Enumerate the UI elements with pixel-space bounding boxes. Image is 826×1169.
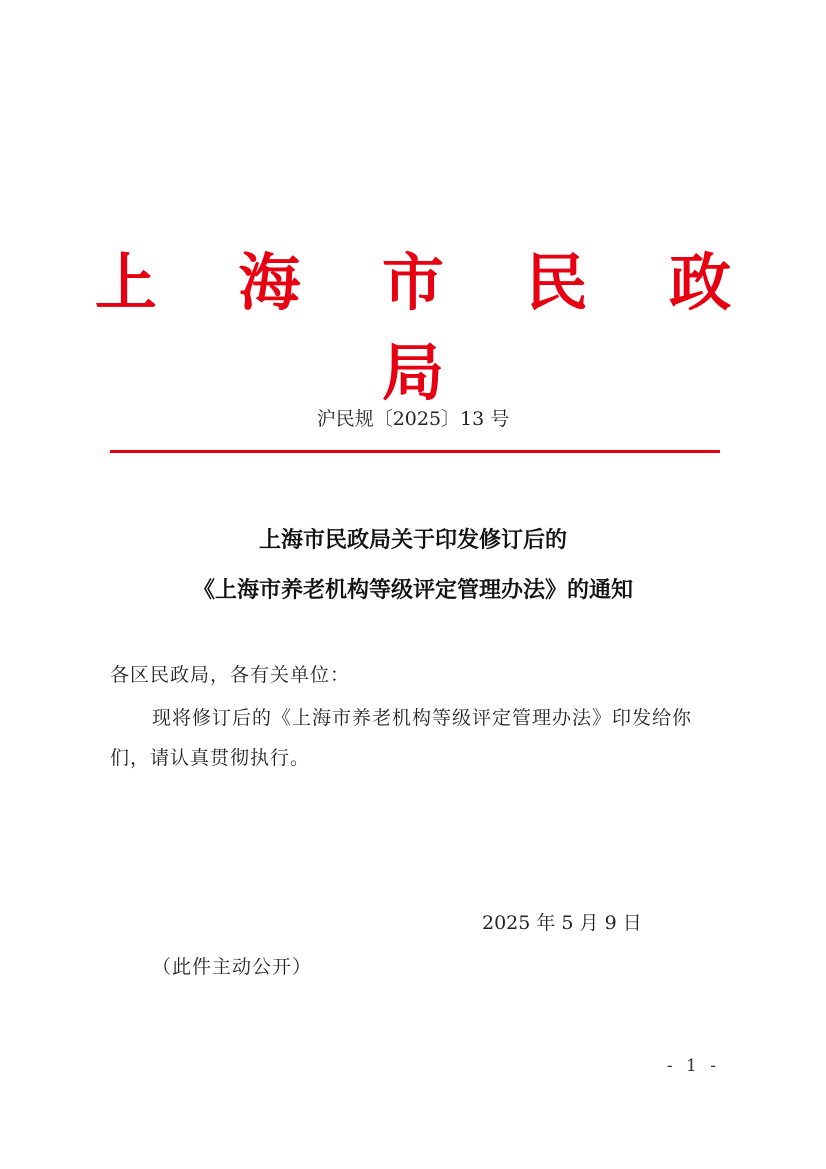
salutation: 各区民政局，各有关单位： xyxy=(110,664,351,686)
body-paragraph-line-1: 现将修订后的《上海市养老机构等级评定管理办法》印发给你 xyxy=(152,707,693,729)
red-divider-line xyxy=(110,450,720,453)
document-title-line-1: 上海市民政局关于印发修订后的 xyxy=(258,528,567,553)
disclosure-note: （此件主动公开） xyxy=(152,956,313,978)
issuer-header: 上 海 市 民 政 局 xyxy=(94,246,762,409)
document-title-line-2: 《上海市养老机构等级评定管理办法》的通知 xyxy=(192,578,633,603)
page-number: - 1 - xyxy=(666,1056,720,1076)
body-paragraph-line-2: 们，请认真贯彻执行。 xyxy=(110,747,311,769)
issue-date: 2025 年 5 月 9 日 xyxy=(482,912,642,934)
document-number: 沪民规〔2025〕13 号 xyxy=(316,408,510,430)
